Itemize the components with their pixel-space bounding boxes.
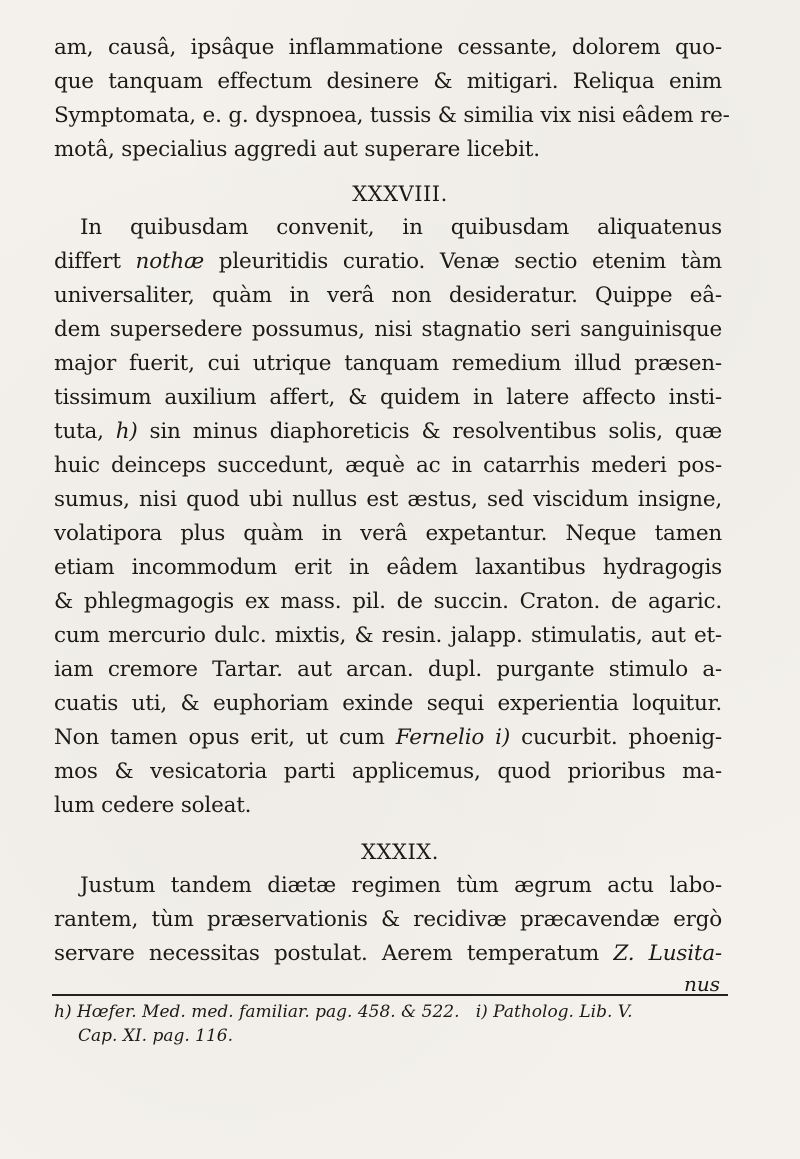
footnote-ref: Fernelio i) (395, 725, 511, 750)
text-line: universaliter, quàm in verâ non desideratur. Quippe eâ- (54, 283, 722, 308)
text-line: rantem, tùm præservationis & recidivæ præcavendæ ergò (54, 907, 722, 932)
text-line: que tanquam effectum desinere & mitigari. Reliqua enim (54, 69, 722, 94)
text-line: tissimum auxilium affert, & quidem in latere affecto insti- (54, 385, 722, 410)
text-line: volatipora plus quàm in verâ expetantur. Neque tamen (54, 521, 722, 546)
text-line: In quibusdam convenit, in quibusdam aliquatenus (80, 215, 722, 240)
footnote-divider (52, 994, 728, 996)
text-line: lum cedere soleat. (54, 793, 252, 818)
text-line: huic deinceps succedunt, æquè ac in catarrhis mederi pos- (54, 453, 722, 478)
section-heading: XXXIX. (361, 840, 439, 864)
text-line: dem supersedere possumus, nisi stagnatio seri sanguinisque (54, 317, 722, 342)
text-line: Symptomata, e. g. dyspnoea, tussis & similia vix nisi eâdem re- (54, 103, 730, 128)
text-line: am, causâ, ipsâque inflammatione cessante, dolorem quo- (54, 35, 722, 60)
footnote-i: i) Patholog. Lib. V. (475, 1002, 633, 1022)
footnote-line (54, 1000, 722, 1024)
footnote-h: h) Hœfer. Med. med. familiar. pag. 458. & 522. (54, 1002, 460, 1022)
text-line: Non tamen opus erit, ut cum Fernelio i) cucurbit. phoenig- (54, 725, 722, 750)
footnote-ref: h) (115, 419, 138, 444)
text-line: cum mercurio dulc. mixtis, & resin. jalapp. stimulatis, aut et- (54, 623, 722, 648)
text-line: tuta, h) sin minus diaphoreticis & resolventibus solis, quæ (54, 419, 723, 444)
section-heading: XXXVIII. (352, 182, 448, 206)
text-line: cuatis uti, & euphoriam exinde sequi experientia loquitur. (54, 691, 722, 716)
text-line: iam cremore Tartar. aut arcan. dupl. purgante stimulo a- (54, 657, 722, 682)
text-line: servare necessitas postulat. Aerem temperatum Z. Lusita- (54, 941, 722, 966)
catchword: nus (683, 972, 720, 996)
italic-term: nothæ (135, 249, 205, 274)
italic-term: Z. Lusita- (613, 941, 722, 966)
text-line: motâ, specialius aggredi aut superare licebit. (54, 137, 540, 162)
text-line: etiam incommodum erit in eâdem laxantibus hydragogis (54, 555, 722, 580)
footnote-line: Cap. XI. pag. 116. (78, 1026, 234, 1046)
text-line: & phlegmagogis ex mass. pil. de succin. Craton. de agaric. (54, 589, 722, 614)
text-line: differt nothæ pleuritidis curatio. Venæ sectio etenim tàm (54, 249, 722, 274)
text-line: sumus, nisi quod ubi nullus est æstus, sed viscidum insigne, (54, 487, 722, 512)
text-line: Justum tandem diætæ regimen tùm ægrum actu labo- (80, 873, 722, 898)
text-line: mos & vesicatoria parti applicemus, quod prioribus ma- (54, 759, 722, 784)
text-line: major fuerit, cui utrique tanquam remedium illud præsen- (54, 351, 722, 376)
